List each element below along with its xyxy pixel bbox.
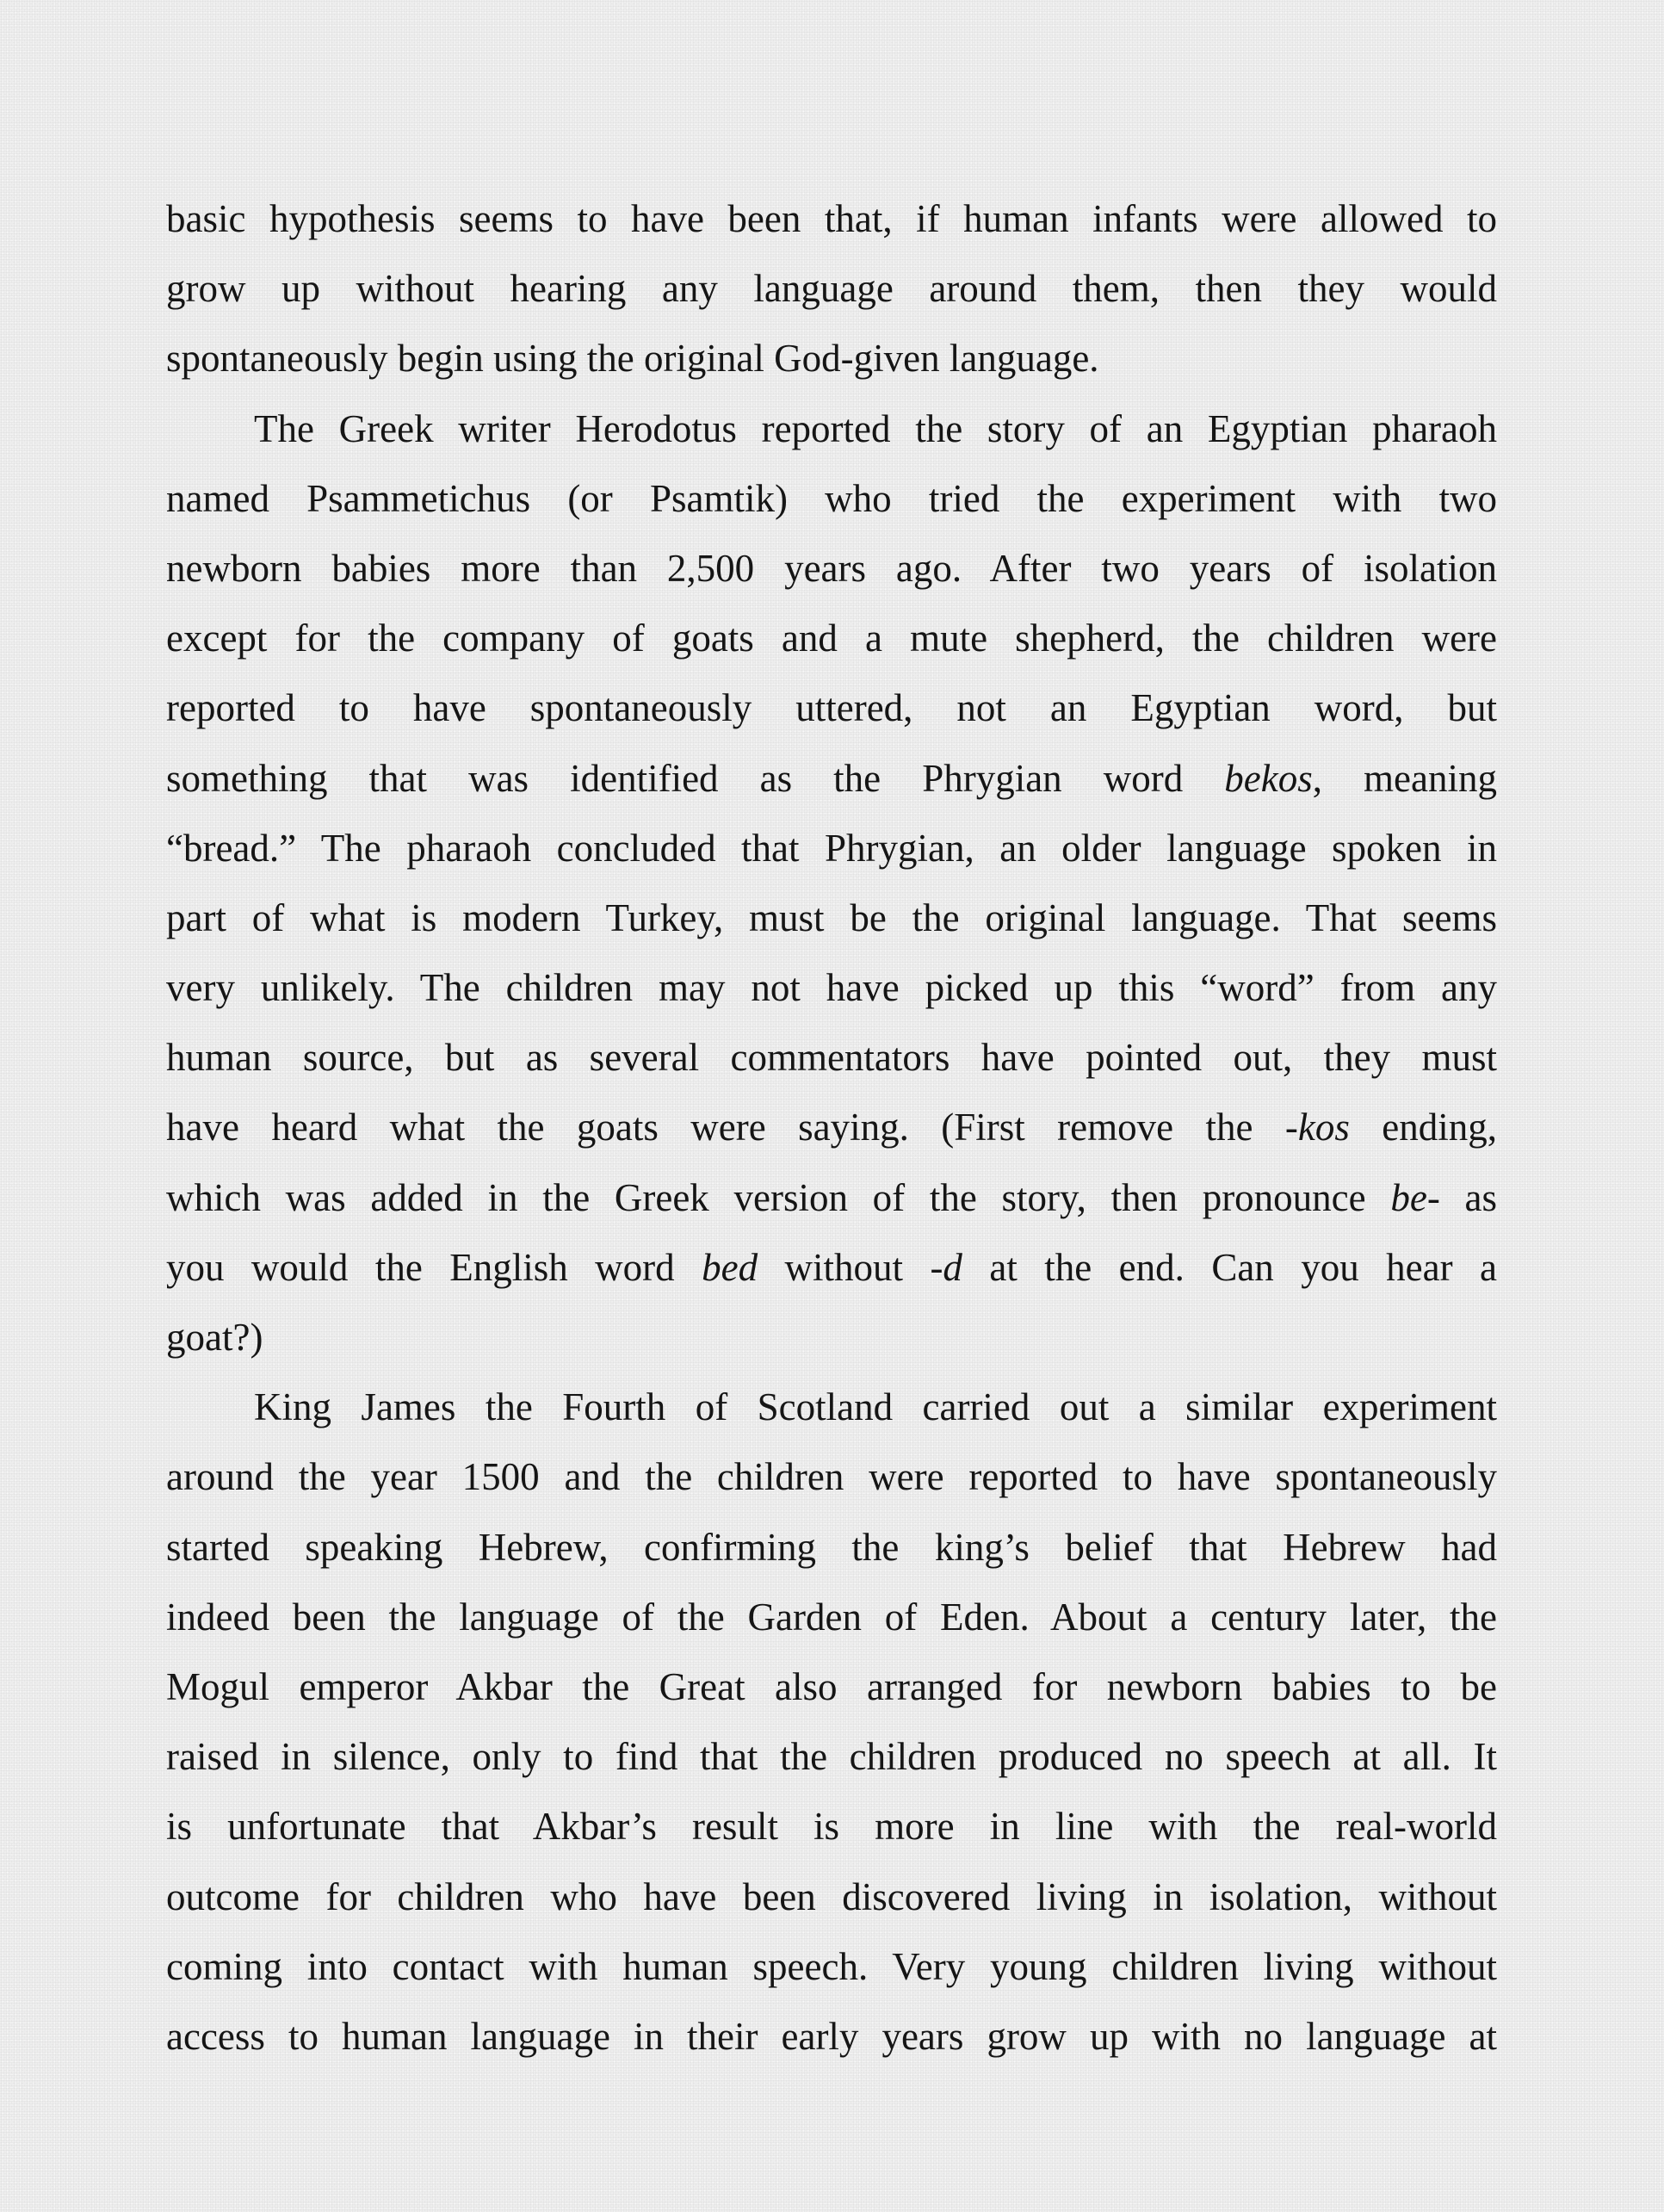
text-line — [166, 953, 1497, 1023]
text-line — [166, 1792, 1497, 1862]
text-line — [166, 883, 1497, 953]
text-segment: started speaking Hebrew, confirming the king’s belief that Hebrew had — [166, 1525, 1497, 1569]
text-line — [166, 1303, 1497, 1372]
text-line — [166, 1442, 1497, 1512]
italic-term: -d — [930, 1245, 962, 1289]
text-line — [166, 1163, 1497, 1233]
text-segment: as — [1439, 1175, 1497, 1219]
text-segment: raised in silence, only to find that the children produced no speech at all. It — [166, 1735, 1497, 1779]
italic-term: -kos — [1284, 1106, 1350, 1149]
text-line — [166, 394, 1497, 464]
text-segment: goat?) — [166, 1316, 263, 1359]
text-segment: part of what is modern Turkey, must be the original language. That seems — [166, 895, 1497, 939]
text-segment: basic hypothesis seems to have been that, if human infants were allowed to — [166, 197, 1497, 240]
text-line — [166, 1233, 1497, 1303]
text-segment: The Greek writer Herodotus reported the story of an Egyptian pharaoh — [254, 406, 1497, 450]
text-segment: around the year 1500 and the children were reported to have spontaneously — [166, 1455, 1497, 1499]
text-segment: something that was identified as the Phrygian word — [166, 756, 1225, 800]
body-text — [166, 184, 1497, 2072]
text-segment: except for the company of goats and a mute shepherd, the children were — [166, 617, 1497, 660]
text-segment: access to human language in their early years grow up with no language at — [166, 2014, 1497, 2058]
text-segment: is unfortunate that Akbar’s result is more in line with the real-world — [166, 1805, 1497, 1849]
text-line — [166, 744, 1497, 814]
text-segment: have heard what the goats were saying. (First remove the — [166, 1106, 1285, 1149]
text-line — [166, 184, 1497, 254]
text-segment: which was added in the Greek version of the story, then pronounce — [166, 1175, 1391, 1219]
text-segment: outcome for children who have been discovered living in isolation, without — [166, 1874, 1497, 1918]
text-line — [166, 534, 1497, 604]
text-segment: ending, — [1349, 1106, 1497, 1149]
text-segment: “bread.” The pharaoh concluded that Phrygian, an older language spoken in — [166, 826, 1497, 870]
text-segment: spontaneously begin using the original God-given language. — [166, 337, 1099, 381]
text-line — [166, 254, 1497, 324]
text-segment: , meaning — [1312, 756, 1497, 800]
text-segment: very unlikely. The children may not have picked up this “word” from any — [166, 966, 1497, 1010]
italic-term: bed — [702, 1245, 758, 1289]
text-segment: newborn babies more than 2,500 years ago. After two years of isolation — [166, 546, 1497, 590]
text-line — [166, 1372, 1497, 1442]
text-line — [166, 464, 1497, 534]
text-line — [166, 2002, 1497, 2072]
text-segment: named Psammetichus (or Psamtik) who tried the experiment with two — [166, 476, 1497, 520]
text-line — [166, 1023, 1497, 1093]
text-line — [166, 1932, 1497, 2002]
text-line — [166, 604, 1497, 673]
text-line — [166, 1513, 1497, 1583]
text-line — [166, 1652, 1497, 1722]
text-segment: grow up without hearing any language around them, then they would — [166, 267, 1497, 311]
text-segment: at the end. Can you hear a — [962, 1245, 1497, 1289]
text-segment: you would the English word — [166, 1245, 702, 1289]
text-line — [166, 324, 1497, 393]
text-line — [166, 1722, 1497, 1792]
italic-term: bekos — [1224, 756, 1313, 800]
text-segment: indeed been the language of the Garden of Eden. About a century later, the — [166, 1595, 1497, 1639]
italic-term: be- — [1390, 1175, 1440, 1219]
text-segment: coming into contact with human speech. Very young children living without — [166, 1944, 1497, 1988]
text-segment: Mogul emperor Akbar the Great also arranged for newborn babies to be — [166, 1664, 1497, 1708]
text-line — [166, 1862, 1497, 1932]
text-segment: reported to have spontaneously uttered, not an Egyptian word, but — [166, 686, 1497, 730]
text-line — [166, 814, 1497, 883]
text-segment: King James the Fourth of Scotland carried out a similar experiment — [254, 1385, 1497, 1429]
text-line — [166, 1583, 1497, 1652]
text-segment: human source, but as several commentators have pointed out, they must — [166, 1036, 1497, 1080]
text-line — [166, 673, 1497, 743]
text-segment: without — [758, 1245, 931, 1289]
text-line — [166, 1093, 1497, 1162]
